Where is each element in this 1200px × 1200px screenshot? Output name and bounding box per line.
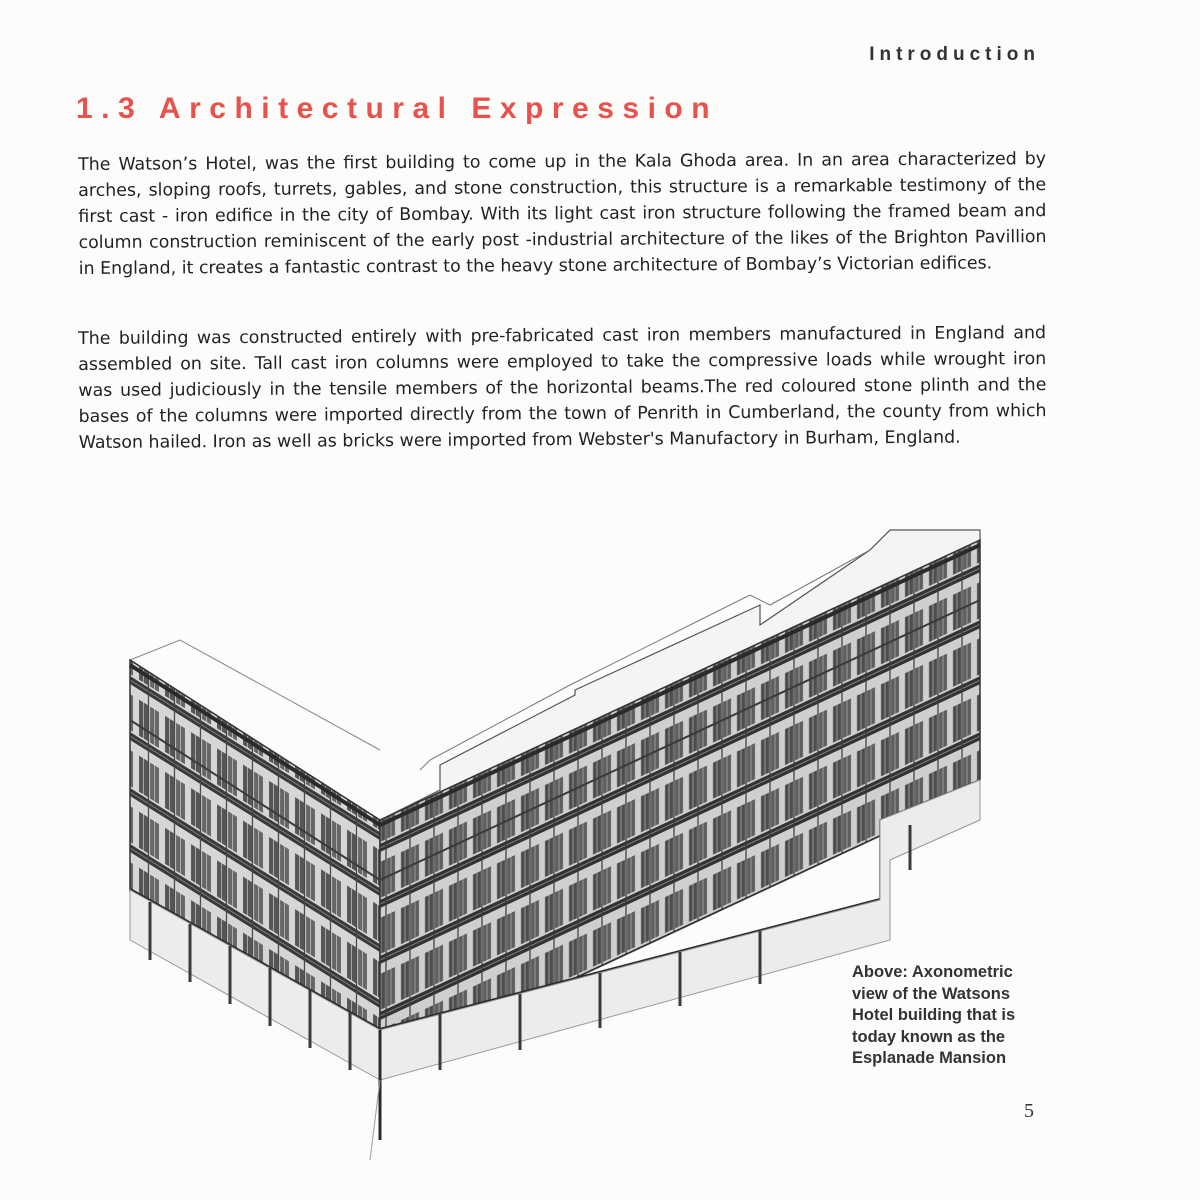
body-paragraph-2: The building was constructed entirely with pre-fabricated cast iron members manufactured in England and assembled on site. Tall cast iron columns were employed to take the compressive loads while wrought iron was used judiciously in the tensile members of the horizontal beams.The red coloured stone plinth and the bases of the columns were imported directly from the town of Penrith in Cumberland, the county from which Watson hailed. Iron as well as bricks were imported from Webster's Manufactory in Burham, England. xyxy=(78,323,1047,453)
body-paragraph-1: The Watson’s Hotel, was the first building to come up in the Kala Ghoda area. In an area characterized by arches, sloping roofs, turrets, gables, and stone construction, this structure is a remarkable testimony of the first cast - iron edifice in the city of Bombay. With its light cast iron structure following the framed beam and column construction reminiscent of the early post -industrial architecture of the likes of the Brighton Pavillion in England, it creates a fantastic contrast to the heavy stone architecture of Bombay’s Victorian edifices. xyxy=(78,149,1047,279)
section-title: 1.3 Architectural Expression xyxy=(76,92,719,125)
page-number: 5 xyxy=(1024,1100,1034,1122)
axonometric-drawing xyxy=(110,520,1010,1180)
axonometric-drawing-svg xyxy=(110,520,1010,1180)
section-label: Introduction xyxy=(869,44,1040,65)
figure-caption: Above: Axonometric view of the Watsons Hotel building that is today known as the Esplanade Mansion xyxy=(852,963,1016,1067)
